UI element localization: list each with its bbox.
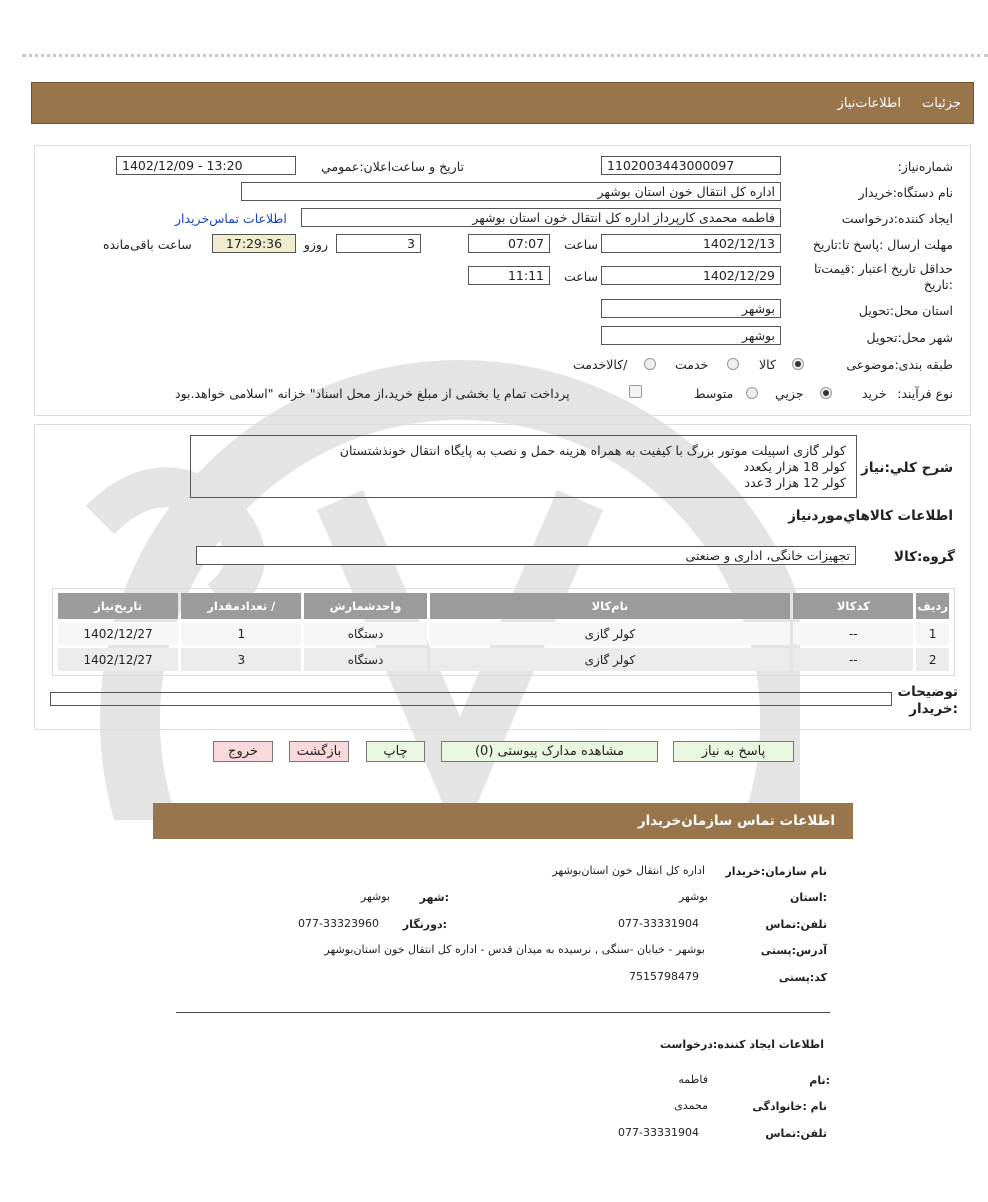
province-label: استان محل‌:تحویل [858,303,953,318]
col-date: تاریخ‌نیاز [58,593,178,619]
org-phone-key: تلفن:تماس [765,918,827,931]
treasury-payment-checkbox[interactable] [629,385,642,398]
org-name-value: اداره کل انتقال خون استان‌بوشهر [552,864,705,877]
process-small-radio[interactable] [820,387,832,399]
category-label: طبقه بندی‌:موضوعی [846,357,953,372]
remaining-time-field: 17:29:36 [212,234,296,253]
process-medium-radio[interactable] [746,387,758,399]
header-bar [31,82,974,124]
goods-group-label: گروه:کالا [894,549,955,565]
city-label: شهر محل‌:تحویل [866,330,953,345]
cell-name: کولر گازی [430,648,791,671]
org-postal-value: 7515798479 [629,970,699,983]
category-both-radio[interactable] [644,358,656,370]
org-postal-key: کد:پستی [778,971,827,984]
print-button[interactable]: چاپ [366,741,425,762]
col-qty: / تعدادمقدار [181,593,301,619]
buyer-notes-label: توضیحات [897,684,958,700]
category-service-label: خدمت [675,357,709,372]
org-fax-key: :دورنگار [402,918,447,931]
cell-unit: دستگاه [304,622,426,645]
table-row [58,648,949,671]
desc-line-3: کولر 12 هزار 3عدد [744,475,846,490]
buyer-notes-label-2: :خریدار [909,701,958,717]
col-row: ردیف [916,593,949,619]
org-province-value: بوشهر [678,890,708,903]
cell-code: -- [793,622,913,645]
creator-phone-value: 077-33331904 [618,1126,699,1139]
org-phone-value: 077-33331904 [618,917,699,930]
col-name: نام‌کالا [430,593,791,619]
dotted-separator [22,54,988,57]
cell-unit: دستگاه [304,648,426,671]
cell-row: 1 [916,622,949,645]
org-address-value: بوشهر - خیابان -سنگی , نرسیده به میدان قدس - اداره کل انتقال خون استان‌بوشهر [324,943,705,956]
deadline-label: مهلت ارسال :پاسخ تا‌:تاریخ [812,237,953,252]
creator-phone-key: تلفن:تماس [765,1127,827,1140]
creator-name-value: فاطمه [678,1073,708,1086]
creator-label: ایجاد کننده‌:درخواست [841,211,953,226]
items-table [55,590,952,674]
validity-label: حداقل تاریخ اعتبار :قیمت‌تا [813,261,953,276]
general-desc-box [190,435,857,498]
desc-line-1: کولر گازی اسپیلت موتور بزرگ با کیفیت به همراه هزینه حمل و نصب به پایگاه انتقال خونذشتستان [339,443,846,458]
validity-time-field: 11:11 [468,266,550,285]
org-city-value: بوشهر [360,890,390,903]
goods-group-field: تجهیزات خانگی، اداری و صنعتی [196,546,856,565]
cell-row: 2 [916,648,949,671]
validity-date-field: 1402/12/29 [601,266,781,285]
category-both-label: /کالاخدمت [573,357,628,372]
validity-label-2: :تاریخ [923,277,953,292]
creator-field: فاطمه محمدی کارپرداز اداره کل انتقال خون استان بوشهر [301,208,781,227]
buyer-field: اداره کل انتقال خون استان بوشهر [241,182,781,201]
org-contact-bar [153,803,853,839]
process-small-label: جزیي [775,386,804,401]
cell-name: کولر گازی [430,622,791,645]
desc-line-2: کولر 18 هزار یکعدد [743,459,846,474]
tab-need-info[interactable]: اطلاعات‌نیاز [837,96,901,111]
view-attachments-button[interactable]: مشاهده مدارک پیوستی (0) [441,741,658,762]
org-city-key: :شهر [419,891,449,904]
process-medium-label: متوسط [694,386,734,401]
deadline-date-field: 1402/12/13 [601,234,781,253]
announce-field: 1402/12/09 - 13:20 [116,156,296,175]
reply-to-need-button[interactable]: پاسخ به نیاز [673,741,794,762]
cell-date: 1402/12/27 [58,622,178,645]
tab-details[interactable]: جزئیات [922,96,961,111]
deadline-time-field: 07:07 [468,234,550,253]
category-service-radio[interactable] [727,358,739,370]
category-goods-label: کالا [759,357,776,372]
cell-qty: 3 [181,648,301,671]
org-province-key: :استان [790,891,827,904]
contact-buyer-link[interactable]: اطلاعات تماس‌خریدار [175,211,287,226]
category-goods-radio[interactable] [792,358,804,370]
need-no-label: شماره‌نیاز: [897,159,953,174]
items-table-header [58,593,949,619]
process-label: نوع فرآیند: [897,386,953,401]
province-field: بوشهر [601,299,781,318]
cell-qty: 1 [181,622,301,645]
treasury-payment-note: پرداخت تمام یا بخشی از مبلغ خرید،از محل اسناد" خزانه "اسلامی خواهد.بود [175,386,570,401]
days-field: 3 [336,234,421,253]
creator-name-key: :نام [809,1074,830,1087]
col-code: کدکالا [793,593,913,619]
creator-info-title: اطلاعات ایجاد کننده‌:درخواست [659,1038,824,1051]
remaining-label: ساعت باقی‌مانده [103,237,192,252]
need-no-field: 1102003443000097 [601,156,781,175]
goods-info-heading: اطلاعات کالاهاي‌موردنیاز [788,508,953,524]
org-address-key: آدرس:پستی [760,944,827,957]
back-button[interactable]: بازگشت [289,741,349,762]
section-divider [176,1012,830,1013]
creator-family-value: محمدی [674,1099,708,1112]
cell-date: 1402/12/27 [58,648,178,671]
buyer-notes-field [50,692,892,706]
process-buy-label: خرید [862,386,887,401]
table-row [58,622,949,645]
validity-time-label: ساعت [563,269,598,284]
exit-button[interactable]: خروج [213,741,273,762]
cell-code: -- [793,648,913,671]
org-contact-title: اطلاعات تماس سازمان‌خریدار [637,813,835,829]
deadline-time-label: ساعت [563,237,598,252]
org-name-key: نام سازمان:خریدار [725,865,827,878]
col-unit: واحدشمارش [304,593,426,619]
creator-family-key: نام :خانوادگی [752,1100,827,1113]
city-field: بوشهر [601,326,781,345]
days-label: روزو [303,237,328,252]
announce-label: تاریخ و ساعت‌اعلان‌:عمومي [321,159,464,174]
org-fax-value: 077-33323960 [298,917,379,930]
buyer-label: نام دستگاه‌:خریدار [858,185,953,200]
general-desc-label: شرح کلي:نیاز [861,460,953,476]
